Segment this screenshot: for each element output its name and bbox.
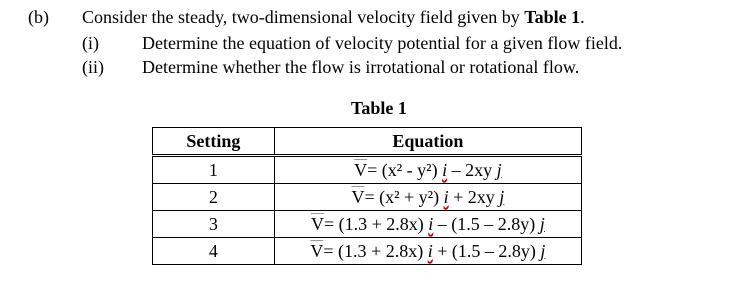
velocity-symbol: V xyxy=(310,213,324,234)
header-equation: Equation xyxy=(274,128,581,156)
subpart-1-text: Determine the equation of velocity potential for a given flow field. xyxy=(142,33,623,53)
equation-cell xyxy=(274,238,581,265)
equation-part: + 2xy xyxy=(448,186,500,207)
unit-vector-j: j xyxy=(540,240,546,261)
header-setting: Setting xyxy=(153,128,275,156)
unit-vector-j: j xyxy=(499,186,505,207)
unit-vector-j: j xyxy=(539,213,545,234)
table-row xyxy=(153,156,582,184)
velocity-symbol: V xyxy=(354,159,368,180)
unit-vector-i: i xyxy=(443,186,449,207)
setting-cell: 1 xyxy=(153,156,275,184)
unit-vector-i: i xyxy=(428,213,434,234)
equation-part: – (1.5 – 2.8y) xyxy=(433,213,540,234)
subpart-2-number: (ii) xyxy=(82,57,104,77)
equation-part: = (x² + y²) xyxy=(364,186,444,207)
equation-part: = (1.3 + 2.8x) xyxy=(323,240,428,261)
subpart-1-number: (i) xyxy=(82,33,99,53)
table-row xyxy=(153,211,582,238)
unit-vector-j: j xyxy=(496,159,502,180)
equation-cell xyxy=(274,156,581,184)
question-intro xyxy=(82,7,585,28)
velocity-symbol: V xyxy=(351,186,365,207)
setting-cell: 4 xyxy=(153,238,275,265)
subpart-2-text: Determine whether the flow is irrotational or rotational flow. xyxy=(142,57,580,77)
question-part-label: (b) xyxy=(28,7,49,27)
equation-part: = (x² - y²) xyxy=(367,159,443,180)
table-caption: Table 1 xyxy=(351,98,407,118)
unit-vector-i: i xyxy=(427,240,433,261)
intro-suffix: . xyxy=(580,7,585,27)
equation-part: = (1.3 + 2.8x) xyxy=(323,213,429,234)
table-row xyxy=(153,238,582,265)
setting-cell: 2 xyxy=(153,184,275,211)
velocity-symbol: V xyxy=(310,240,324,261)
unit-vector-i: i xyxy=(442,159,448,180)
equation-part: – 2xy xyxy=(447,159,497,180)
setting-cell: 3 xyxy=(153,211,275,238)
intro-table-ref: Table 1 xyxy=(524,7,581,27)
table-header-row xyxy=(153,128,582,156)
equation-cell xyxy=(274,211,581,238)
velocity-field-table xyxy=(152,127,582,265)
table-row xyxy=(153,184,582,211)
equation-part: + (1.5 – 2.8y) xyxy=(432,240,541,261)
equation-cell xyxy=(274,184,581,211)
intro-prefix: Consider the steady, two-dimensional velocity field given by xyxy=(82,7,525,27)
